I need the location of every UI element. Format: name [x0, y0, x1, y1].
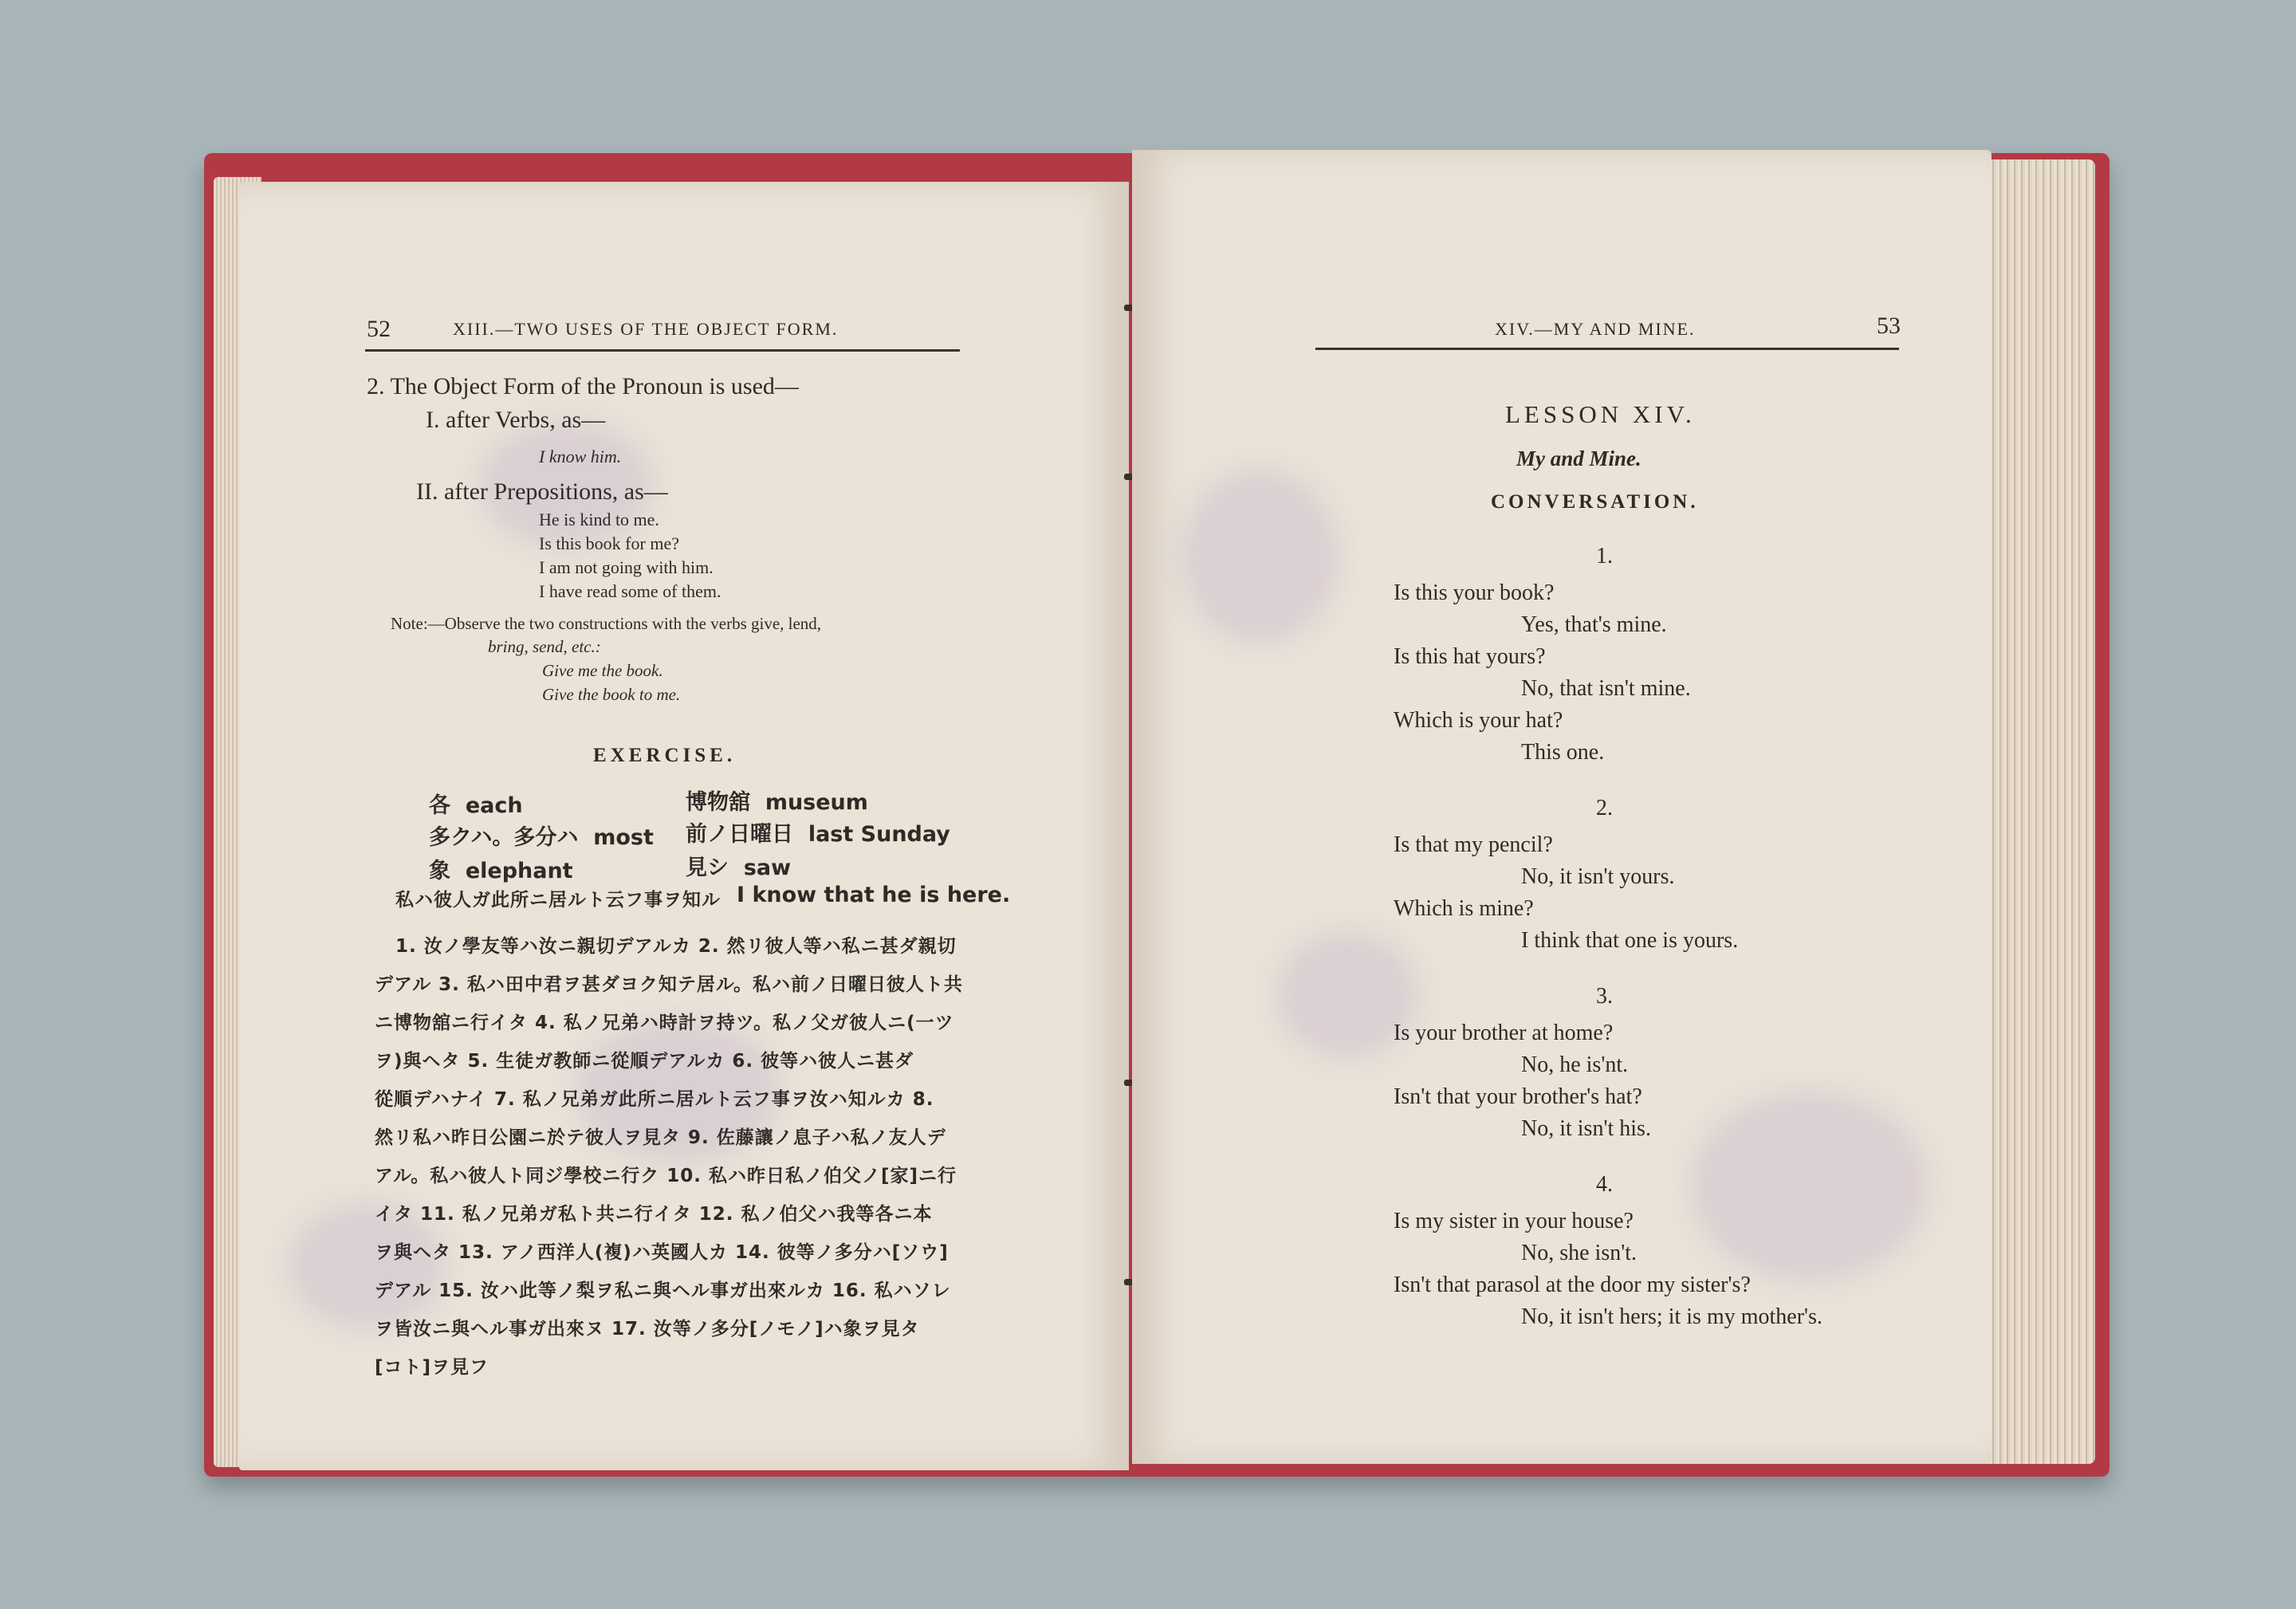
exercise-line: [コト]ヲ見フ — [375, 1357, 489, 1378]
example-line: He is kind to me. — [539, 509, 659, 529]
header-rule — [365, 349, 960, 352]
vocab-item: 見シ saw — [686, 856, 792, 880]
question-line: Is this your book? — [1394, 580, 1555, 605]
vocab-sentence-en: I know that he is here. — [737, 883, 1011, 907]
answer-line: No, he is'nt. — [1521, 1052, 1629, 1077]
question-line: Is my sister in your house? — [1394, 1209, 1634, 1233]
vocab-item: 象 elephant — [429, 859, 573, 883]
answer-line: I think that one is yours. — [1521, 928, 1739, 953]
question-line: Which is mine? — [1394, 896, 1534, 921]
answer-line: No, that isn't mine. — [1521, 676, 1691, 701]
exercise-line: 1. 汝ノ學友等ハ汝ニ親切デアルカ 2. 然リ彼人等ハ私ニ甚ダ親切 — [395, 936, 957, 957]
lesson-title: LESSON XIV. — [1505, 400, 1696, 428]
answer-line: No, she isn't. — [1521, 1241, 1637, 1265]
exercise-title: EXERCISE. — [593, 745, 737, 766]
exercise-line: ヲ)與ヘタ 5. 生徒ガ教師ニ從順デアルカ 6. 彼等ハ彼人ニ甚ダ — [375, 1051, 914, 1072]
example-line: Is this book for me? — [539, 533, 679, 553]
case1-heading: I. after Verbs, as— — [426, 407, 606, 433]
question-line: Is this hat yours? — [1394, 644, 1546, 669]
vocab-sentence-jp: 私ハ彼人ガ此所ニ居ルト云フ事ヲ知ル — [395, 890, 721, 911]
exercise-line: ニ博物舘ニ行イタ 4. 私ノ兄弟ハ時計ヲ持ツ。私ノ父ガ彼人ニ(一ツ — [375, 1013, 954, 1033]
header-rule — [1315, 348, 1899, 350]
exercise-line: ヲ皆汝ニ與ヘル事ガ出來ヌ 17. 汝等ノ多分[ノモノ]ハ象ヲ見タ — [375, 1319, 920, 1340]
right-page — [1132, 150, 1991, 1464]
right-page-edges — [1982, 159, 2095, 1464]
question-line: Isn't that your brother's hat? — [1394, 1084, 1642, 1109]
vocab-item: 各 each — [429, 793, 523, 818]
answer-line: No, it isn't his. — [1521, 1116, 1651, 1141]
lesson-subtitle: My and Mine. — [1516, 447, 1641, 470]
example-line: I have read some of them. — [539, 581, 721, 601]
answer-line: No, it isn't hers; it is my mother's. — [1521, 1304, 1822, 1329]
question-line: Is your brother at home? — [1394, 1021, 1614, 1045]
vocab-item: 多クハ。多分ハ most — [429, 825, 654, 850]
rule-text: 2. The Object Form of the Pronoun is used— — [367, 373, 799, 399]
left-page — [239, 182, 1129, 1470]
dialogue-number: 1. — [1596, 544, 1613, 568]
dialogue-number: 4. — [1596, 1172, 1613, 1197]
case2-heading: II. after Prepositions, as— — [416, 478, 668, 505]
question-line: Isn't that parasol at the door my sister's? — [1394, 1273, 1751, 1297]
vocab-item: 博物舘 museum — [686, 790, 868, 815]
example-text: I know him. — [539, 447, 622, 466]
exercise-line: イタ 11. 私ノ兄弟ガ私ト共ニ行イタ 12. 私ノ伯父ハ我等各ニ本 — [375, 1204, 933, 1225]
page-number: 53 — [1877, 313, 1901, 339]
note-line: Note:—Observe the two constructions with the verbs give, lend, — [391, 614, 822, 633]
running-head: XIII.—TWO USES OF THE OBJECT FORM. — [453, 319, 839, 339]
answer-line: No, it isn't yours. — [1521, 864, 1675, 889]
answer-line: This one. — [1521, 740, 1605, 765]
exercise-line: アル。私ハ彼人ト同ジ學校ニ行ク 10. 私ハ昨日私ノ伯父ノ[家]ニ行 — [375, 1166, 957, 1186]
dialogue-number: 3. — [1596, 984, 1613, 1009]
exercise-line: ヲ與ヘタ 13. アノ西洋人(複)ハ英國人カ 14. 彼等ノ多分ハ[ソウ] — [375, 1242, 949, 1263]
question-line: Is that my pencil? — [1394, 832, 1553, 857]
example-line: I am not going with him. — [539, 557, 714, 577]
exercise-line: デアル 3. 私ハ田中君ヲ甚ダヨク知テ居ル。私ハ前ノ日曜日彼人ト共 — [375, 974, 963, 995]
question-line: Which is your hat? — [1394, 708, 1563, 733]
exercise-line: 從順デハナイ 7. 私ノ兄弟ガ此所ニ居ルト云フ事ヲ汝ハ知ルカ 8. — [375, 1089, 934, 1110]
note-example: Give the book to me. — [542, 685, 681, 704]
dialogue-number: 2. — [1596, 796, 1613, 820]
section-title: CONVERSATION. — [1491, 491, 1699, 513]
answer-line: Yes, that's mine. — [1521, 612, 1667, 637]
exercise-line: デアル 15. 汝ハ此等ノ梨ヲ私ニ與ヘル事ガ出來ルカ 16. 私ハソレ — [375, 1281, 951, 1301]
ink-stain — [1690, 1091, 1929, 1282]
note-line: bring, send, etc.: — [488, 637, 601, 656]
exercise-line: 然リ私ハ昨日公園ニ於テ彼人ヲ見タ 9. 佐藤讓ノ息子ハ私ノ友人デ — [375, 1127, 946, 1148]
page-number: 52 — [367, 316, 391, 342]
example-line — [539, 447, 621, 467]
running-head: XIV.—MY AND MINE. — [1495, 319, 1696, 339]
note-example: Give me the book. — [542, 661, 663, 680]
vocab-item: 前ノ日曜日 last Sunday — [686, 822, 950, 847]
ink-stain — [1180, 469, 1339, 644]
